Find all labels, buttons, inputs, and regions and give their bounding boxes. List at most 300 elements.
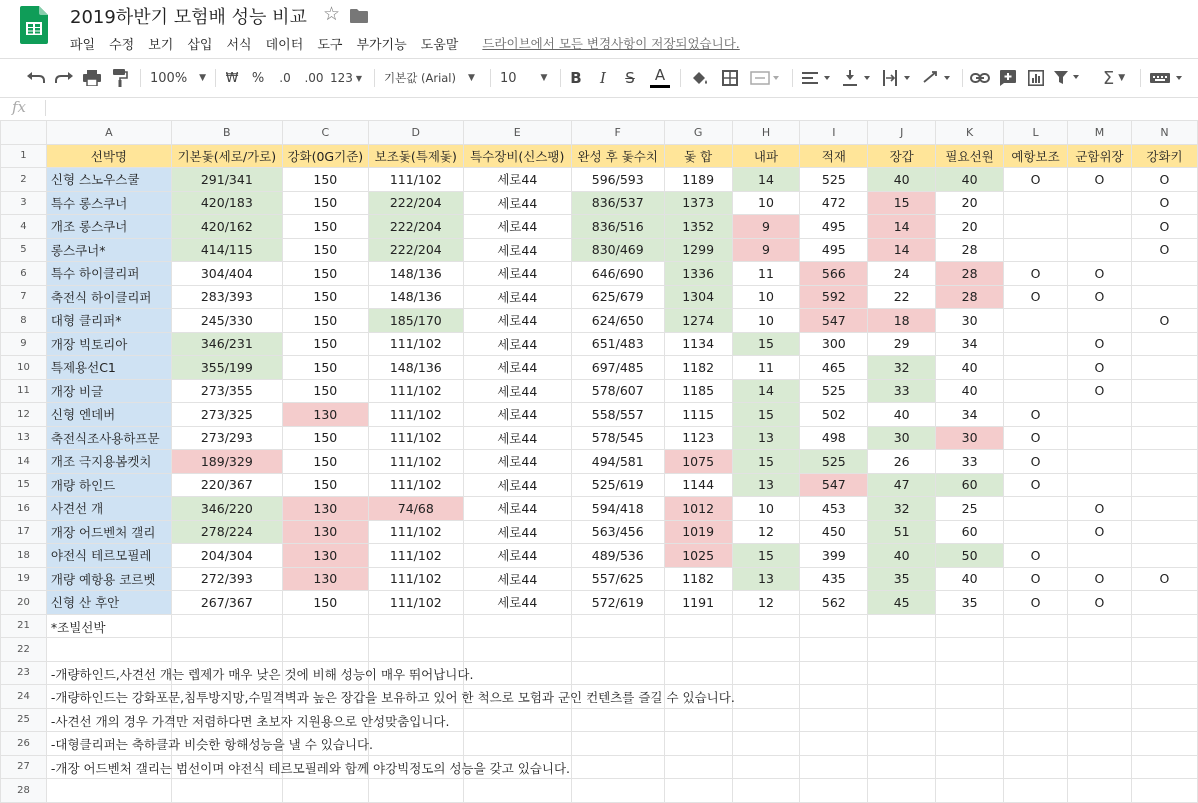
cell-16n[interactable] xyxy=(1131,497,1197,521)
empty-cell[interactable] xyxy=(936,732,1004,756)
empty-cell[interactable] xyxy=(282,614,368,638)
row-header-8[interactable]: 8 xyxy=(1,309,47,333)
row-header-17[interactable]: 17 xyxy=(1,520,47,544)
cell-11g[interactable]: 1185 xyxy=(664,379,732,403)
cell-14m[interactable] xyxy=(1068,450,1132,474)
formula-input[interactable] xyxy=(50,96,1190,120)
row-header-16[interactable]: 16 xyxy=(1,497,47,521)
cell-5e[interactable]: 세로44 xyxy=(463,238,571,262)
cell-8m[interactable] xyxy=(1068,309,1132,333)
row-header-18[interactable]: 18 xyxy=(1,544,47,568)
currency-format-button[interactable]: ₩ xyxy=(225,70,239,86)
cell-17h[interactable]: 12 xyxy=(732,520,800,544)
row-header-7[interactable]: 7 xyxy=(1,285,47,309)
cell-7l[interactable]: O xyxy=(1004,285,1068,309)
cell-20f[interactable]: 572/619 xyxy=(571,591,664,615)
cell-19h[interactable]: 13 xyxy=(732,567,800,591)
cell-18f[interactable]: 489/536 xyxy=(571,544,664,568)
cell-9j[interactable]: 29 xyxy=(868,332,936,356)
empty-cell[interactable] xyxy=(1068,708,1132,732)
row-header-11[interactable]: 11 xyxy=(1,379,47,403)
ship-name-cell[interactable]: 개장 비글 xyxy=(46,379,171,403)
empty-cell[interactable] xyxy=(664,732,732,756)
column-header-j[interactable]: J xyxy=(868,121,936,145)
row-header-6[interactable]: 6 xyxy=(1,262,47,286)
cell-19m[interactable]: O xyxy=(1068,567,1132,591)
cell-20m[interactable]: O xyxy=(1068,591,1132,615)
sheets-logo-icon[interactable] xyxy=(20,6,48,44)
ship-name-cell[interactable]: 개장 어드벤처 갤리 xyxy=(46,520,171,544)
insert-chart-icon[interactable] xyxy=(1024,59,1048,97)
cell-18c[interactable]: 130 xyxy=(282,544,368,568)
cell-18m[interactable] xyxy=(1068,544,1132,568)
cell-12l[interactable]: O xyxy=(1004,403,1068,427)
ship-name-cell[interactable]: 개장 빅토리아 xyxy=(46,332,171,356)
empty-cell[interactable] xyxy=(368,638,463,662)
note-cell-a26[interactable] xyxy=(46,732,374,756)
cell-16g[interactable]: 1012 xyxy=(664,497,732,521)
cell-16c[interactable]: 130 xyxy=(282,497,368,521)
italic-button[interactable]: I xyxy=(600,69,606,87)
cell-9i[interactable]: 300 xyxy=(800,332,868,356)
ship-name-cell[interactable]: 개량 하인드 xyxy=(46,473,171,497)
cell-12j[interactable]: 40 xyxy=(868,403,936,427)
header-cell-g[interactable]: 돛 합 xyxy=(664,144,732,168)
cell-10n[interactable] xyxy=(1131,356,1197,380)
row-header-2[interactable]: 2 xyxy=(1,168,47,192)
cell-2l[interactable]: O xyxy=(1004,168,1068,192)
cell-5f[interactable]: 830/469 xyxy=(571,238,664,262)
empty-cell[interactable] xyxy=(800,685,868,709)
cell-17m[interactable]: O xyxy=(1068,520,1132,544)
header-cell-a[interactable]: 선박명 xyxy=(46,144,171,168)
column-header-i[interactable]: I xyxy=(800,121,868,145)
cell-5n[interactable]: O xyxy=(1131,238,1197,262)
cell-16l[interactable] xyxy=(1004,497,1068,521)
empty-cell[interactable] xyxy=(800,638,868,662)
cell-12b[interactable]: 273/325 xyxy=(171,403,282,427)
cell-15i[interactable]: 547 xyxy=(800,473,868,497)
cell-4h[interactable]: 9 xyxy=(732,215,800,239)
cell-8l[interactable] xyxy=(1004,309,1068,333)
cell-10b[interactable]: 355/199 xyxy=(171,356,282,380)
empty-cell[interactable] xyxy=(1131,779,1197,803)
cell-19i[interactable]: 435 xyxy=(800,567,868,591)
folder-icon[interactable] xyxy=(350,8,368,22)
cell-3g[interactable]: 1373 xyxy=(664,191,732,215)
cell-5k[interactable]: 28 xyxy=(936,238,1004,262)
cell-16i[interactable]: 453 xyxy=(800,497,868,521)
cell-10g[interactable]: 1182 xyxy=(664,356,732,380)
cell-13l[interactable]: O xyxy=(1004,426,1068,450)
ship-name-cell[interactable]: 축전식조사용하프문 xyxy=(46,426,171,450)
cell-4e[interactable]: 세로44 xyxy=(463,215,571,239)
cell-17k[interactable]: 60 xyxy=(936,520,1004,544)
cell-10f[interactable]: 697/485 xyxy=(571,356,664,380)
cell-9n[interactable] xyxy=(1131,332,1197,356)
cell-10d[interactable]: 148/136 xyxy=(368,356,463,380)
empty-cell[interactable] xyxy=(664,614,732,638)
cell-10e[interactable]: 세로44 xyxy=(463,356,571,380)
cell-6g[interactable]: 1336 xyxy=(664,262,732,286)
cell-20e[interactable]: 세로44 xyxy=(463,591,571,615)
ship-name-cell[interactable]: 신형 스노우스쿨 xyxy=(46,168,171,192)
empty-cell[interactable] xyxy=(1068,779,1132,803)
save-status[interactable]: 드라이브에서 모든 변경사항이 저장되었습니다. xyxy=(482,36,740,51)
cell-5i[interactable]: 495 xyxy=(800,238,868,262)
cell-5m[interactable] xyxy=(1068,238,1132,262)
menu-data[interactable]: 데이터 xyxy=(265,37,304,53)
empty-cell[interactable] xyxy=(463,614,571,638)
cell-19k[interactable]: 40 xyxy=(936,567,1004,591)
insert-comment-icon[interactable] xyxy=(996,59,1020,97)
cell-18e[interactable]: 세로44 xyxy=(463,544,571,568)
cell-18b[interactable]: 204/304 xyxy=(171,544,282,568)
cell-8f[interactable]: 624/650 xyxy=(571,309,664,333)
cell-4m[interactable] xyxy=(1068,215,1132,239)
cell-7d[interactable]: 148/136 xyxy=(368,285,463,309)
cell-14i[interactable]: 525 xyxy=(800,450,868,474)
cell-7f[interactable]: 625/679 xyxy=(571,285,664,309)
cell-19j[interactable]: 35 xyxy=(868,567,936,591)
empty-cell[interactable] xyxy=(1068,685,1132,709)
empty-cell[interactable] xyxy=(1068,732,1132,756)
redo-icon[interactable] xyxy=(52,59,76,97)
cell-7i[interactable]: 592 xyxy=(800,285,868,309)
row-header-27[interactable]: 27 xyxy=(1,755,47,779)
empty-cell[interactable] xyxy=(664,779,732,803)
insert-link-icon[interactable] xyxy=(968,59,992,97)
row-header-20[interactable]: 20 xyxy=(1,591,47,615)
cell-12i[interactable]: 502 xyxy=(800,403,868,427)
row-header-12[interactable]: 12 xyxy=(1,403,47,427)
empty-cell[interactable] xyxy=(664,661,732,685)
cell-11c[interactable]: 150 xyxy=(282,379,368,403)
column-header-b[interactable]: B xyxy=(171,121,282,145)
ship-name-cell[interactable]: 신형 엔데버 xyxy=(46,403,171,427)
cell-12h[interactable]: 15 xyxy=(732,403,800,427)
cell-2h[interactable]: 14 xyxy=(732,168,800,192)
cell-3c[interactable]: 150 xyxy=(282,191,368,215)
row-header-24[interactable]: 24 xyxy=(1,685,47,709)
menu-edit[interactable]: 수정 xyxy=(109,37,135,53)
cell-6j[interactable]: 24 xyxy=(868,262,936,286)
empty-cell[interactable] xyxy=(1004,779,1068,803)
cell-11n[interactable] xyxy=(1131,379,1197,403)
empty-cell[interactable] xyxy=(664,708,732,732)
undo-icon[interactable] xyxy=(24,59,48,97)
cell-5g[interactable]: 1299 xyxy=(664,238,732,262)
cell-8c[interactable]: 150 xyxy=(282,309,368,333)
empty-cell[interactable] xyxy=(571,779,664,803)
cell-20d[interactable]: 111/102 xyxy=(368,591,463,615)
cell-7n[interactable] xyxy=(1131,285,1197,309)
empty-cell[interactable] xyxy=(463,638,571,662)
decrease-decimal-button[interactable]: .0 xyxy=(279,71,291,85)
cell-14b[interactable]: 189/329 xyxy=(171,450,282,474)
cell-19l[interactable]: O xyxy=(1004,567,1068,591)
header-cell-c[interactable]: 강화(0G기준) xyxy=(282,144,368,168)
ship-name-cell[interactable]: 개조 롱스쿠너 xyxy=(46,215,171,239)
cell-13h[interactable]: 13 xyxy=(732,426,800,450)
cell-2n[interactable]: O xyxy=(1131,168,1197,192)
cell-8g[interactable]: 1274 xyxy=(664,309,732,333)
header-cell-i[interactable]: 적재 xyxy=(800,144,868,168)
cell-2m[interactable]: O xyxy=(1068,168,1132,192)
cell-8e[interactable]: 세로44 xyxy=(463,309,571,333)
cell-13f[interactable]: 578/545 xyxy=(571,426,664,450)
empty-cell[interactable] xyxy=(936,755,1004,779)
cell-5c[interactable]: 150 xyxy=(282,238,368,262)
cell-19e[interactable]: 세로44 xyxy=(463,567,571,591)
cell-10c[interactable]: 150 xyxy=(282,356,368,380)
cell-17i[interactable]: 450 xyxy=(800,520,868,544)
cell-19b[interactable]: 272/393 xyxy=(171,567,282,591)
cell-14h[interactable]: 15 xyxy=(732,450,800,474)
ship-name-cell[interactable]: 야전식 테르모필레 xyxy=(46,544,171,568)
menu-file[interactable]: 파일 xyxy=(70,37,96,53)
cell-11e[interactable]: 세로44 xyxy=(463,379,571,403)
empty-cell[interactable] xyxy=(800,755,868,779)
cell-10i[interactable]: 465 xyxy=(800,356,868,380)
note-cell-a24[interactable] xyxy=(46,685,735,709)
cell-2e[interactable]: 세로44 xyxy=(463,168,571,192)
ship-name-cell[interactable]: 개조 극지용봄켓치 xyxy=(46,450,171,474)
cell-3m[interactable] xyxy=(1068,191,1132,215)
cell-15b[interactable]: 220/367 xyxy=(171,473,282,497)
empty-cell[interactable] xyxy=(1068,755,1132,779)
row-header-28[interactable]: 28 xyxy=(1,779,47,803)
menu-help[interactable]: 도움말 xyxy=(420,37,459,53)
empty-cell[interactable] xyxy=(868,755,936,779)
print-icon[interactable] xyxy=(80,59,104,97)
empty-cell[interactable] xyxy=(1004,685,1068,709)
cell-17j[interactable]: 51 xyxy=(868,520,936,544)
note-cell-a23[interactable] xyxy=(46,661,474,685)
empty-cell[interactable] xyxy=(571,708,664,732)
cell-3b[interactable]: 420/183 xyxy=(171,191,282,215)
document-title[interactable]: 2019하반기 모험배 성능 비교 xyxy=(70,7,307,28)
cell-18k[interactable]: 50 xyxy=(936,544,1004,568)
cell-3f[interactable]: 836/537 xyxy=(571,191,664,215)
cell-15n[interactable] xyxy=(1131,473,1197,497)
vertical-align-icon[interactable] xyxy=(840,59,876,97)
cell-6b[interactable]: 304/404 xyxy=(171,262,282,286)
cell-4l[interactable] xyxy=(1004,215,1068,239)
empty-cell[interactable] xyxy=(732,732,800,756)
cell-13e[interactable]: 세로44 xyxy=(463,426,571,450)
cell-20n[interactable] xyxy=(1131,591,1197,615)
cell-12f[interactable]: 558/557 xyxy=(571,403,664,427)
cell-16d[interactable]: 74/68 xyxy=(368,497,463,521)
cell-13n[interactable] xyxy=(1131,426,1197,450)
header-cell-m[interactable]: 군함위장 xyxy=(1068,144,1132,168)
cell-9k[interactable]: 34 xyxy=(936,332,1004,356)
cell-4g[interactable]: 1352 xyxy=(664,215,732,239)
row-header-4[interactable]: 4 xyxy=(1,215,47,239)
cell-17e[interactable]: 세로44 xyxy=(463,520,571,544)
cell-14l[interactable]: O xyxy=(1004,450,1068,474)
cell-17l[interactable] xyxy=(1004,520,1068,544)
header-cell-e[interactable]: 특수장비(신스팽) xyxy=(463,144,571,168)
cell-11k[interactable]: 40 xyxy=(936,379,1004,403)
cell-14g[interactable]: 1075 xyxy=(664,450,732,474)
cell-20c[interactable]: 150 xyxy=(282,591,368,615)
cell-12e[interactable]: 세로44 xyxy=(463,403,571,427)
ship-name-cell[interactable]: 특수 하이클리퍼 xyxy=(46,262,171,286)
text-rotation-icon[interactable] xyxy=(920,59,956,97)
cell-20g[interactable]: 1191 xyxy=(664,591,732,615)
horizontal-align-icon[interactable] xyxy=(800,59,836,97)
empty-cell[interactable] xyxy=(463,732,571,756)
strikethrough-button[interactable]: S xyxy=(625,69,635,87)
cell-11l[interactable] xyxy=(1004,379,1068,403)
row-header-5[interactable]: 5 xyxy=(1,238,47,262)
cell-15l[interactable]: O xyxy=(1004,473,1068,497)
cell-11d[interactable]: 111/102 xyxy=(368,379,463,403)
row-header-25[interactable]: 25 xyxy=(1,708,47,732)
star-icon[interactable]: ☆ xyxy=(323,3,341,25)
empty-cell[interactable] xyxy=(868,614,936,638)
cell-13b[interactable]: 273/293 xyxy=(171,426,282,450)
menu-view[interactable]: 보기 xyxy=(148,37,174,53)
cell-2i[interactable]: 525 xyxy=(800,168,868,192)
empty-cell[interactable] xyxy=(1004,638,1068,662)
cell-3d[interactable]: 222/204 xyxy=(368,191,463,215)
cell-5h[interactable]: 9 xyxy=(732,238,800,262)
cell-12d[interactable]: 111/102 xyxy=(368,403,463,427)
cell-9l[interactable] xyxy=(1004,332,1068,356)
note-cell-a28[interactable] xyxy=(46,779,171,803)
cell-12g[interactable]: 1115 xyxy=(664,403,732,427)
cell-9d[interactable]: 111/102 xyxy=(368,332,463,356)
empty-cell[interactable] xyxy=(800,779,868,803)
cell-6f[interactable]: 646/690 xyxy=(571,262,664,286)
empty-cell[interactable] xyxy=(1131,638,1197,662)
empty-cell[interactable] xyxy=(571,661,664,685)
cell-5b[interactable]: 414/115 xyxy=(171,238,282,262)
cell-16h[interactable]: 10 xyxy=(732,497,800,521)
cell-15h[interactable]: 13 xyxy=(732,473,800,497)
cell-6d[interactable]: 148/136 xyxy=(368,262,463,286)
cell-8h[interactable]: 10 xyxy=(732,309,800,333)
paint-format-icon[interactable] xyxy=(108,59,132,97)
cell-14c[interactable]: 150 xyxy=(282,450,368,474)
cell-10m[interactable]: O xyxy=(1068,356,1132,380)
cell-16e[interactable]: 세로44 xyxy=(463,497,571,521)
cell-13m[interactable] xyxy=(1068,426,1132,450)
row-header-26[interactable]: 26 xyxy=(1,732,47,756)
cell-12c[interactable]: 130 xyxy=(282,403,368,427)
empty-cell[interactable] xyxy=(1131,614,1197,638)
empty-cell[interactable] xyxy=(868,685,936,709)
cell-17n[interactable] xyxy=(1131,520,1197,544)
empty-cell[interactable] xyxy=(732,614,800,638)
cell-15m[interactable] xyxy=(1068,473,1132,497)
ship-name-cell[interactable]: 축전식 하이클리퍼 xyxy=(46,285,171,309)
row-header-23[interactable]: 23 xyxy=(1,661,47,685)
cell-8b[interactable]: 245/330 xyxy=(171,309,282,333)
cell-6m[interactable]: O xyxy=(1068,262,1132,286)
cell-10k[interactable]: 40 xyxy=(936,356,1004,380)
empty-cell[interactable] xyxy=(571,614,664,638)
column-header-f[interactable]: F xyxy=(571,121,664,145)
cell-20b[interactable]: 267/367 xyxy=(171,591,282,615)
select-all-corner[interactable] xyxy=(1,121,47,145)
cell-6e[interactable]: 세로44 xyxy=(463,262,571,286)
cell-11i[interactable]: 525 xyxy=(800,379,868,403)
empty-cell[interactable] xyxy=(868,779,936,803)
empty-cell[interactable] xyxy=(1131,755,1197,779)
column-header-c[interactable]: C xyxy=(282,121,368,145)
empty-cell[interactable] xyxy=(1131,708,1197,732)
cell-8j[interactable]: 18 xyxy=(868,309,936,333)
cell-2k[interactable]: 40 xyxy=(936,168,1004,192)
empty-cell[interactable] xyxy=(936,614,1004,638)
cell-16k[interactable]: 25 xyxy=(936,497,1004,521)
cell-6h[interactable]: 11 xyxy=(732,262,800,286)
menu-format[interactable]: 서식 xyxy=(226,37,252,53)
cell-9f[interactable]: 651/483 xyxy=(571,332,664,356)
empty-cell[interactable] xyxy=(732,755,800,779)
empty-cell[interactable] xyxy=(936,708,1004,732)
cell-13c[interactable]: 150 xyxy=(282,426,368,450)
empty-cell[interactable] xyxy=(868,638,936,662)
cell-4c[interactable]: 150 xyxy=(282,215,368,239)
cell-20i[interactable]: 562 xyxy=(800,591,868,615)
cell-18l[interactable]: O xyxy=(1004,544,1068,568)
increase-decimal-button[interactable]: .00 xyxy=(304,71,324,85)
cell-6i[interactable]: 566 xyxy=(800,262,868,286)
empty-cell[interactable] xyxy=(171,614,282,638)
cell-7h[interactable]: 10 xyxy=(732,285,800,309)
empty-cell[interactable] xyxy=(732,779,800,803)
row-header-22[interactable]: 22 xyxy=(1,638,47,662)
cell-2d[interactable]: 111/102 xyxy=(368,168,463,192)
ship-name-cell[interactable]: 사견선 개 xyxy=(46,497,171,521)
empty-cell[interactable] xyxy=(732,638,800,662)
ship-name-cell[interactable]: 특제용선C1 xyxy=(46,356,171,380)
cell-20l[interactable]: O xyxy=(1004,591,1068,615)
empty-cell[interactable] xyxy=(571,755,664,779)
cell-4j[interactable]: 14 xyxy=(868,215,936,239)
row-header-9[interactable]: 9 xyxy=(1,332,47,356)
cell-9c[interactable]: 150 xyxy=(282,332,368,356)
merge-cells-icon[interactable] xyxy=(748,59,782,97)
empty-cell[interactable] xyxy=(664,638,732,662)
cell-20h[interactable]: 12 xyxy=(732,591,800,615)
empty-cell[interactable] xyxy=(368,779,463,803)
cell-13j[interactable]: 30 xyxy=(868,426,936,450)
cell-15k[interactable]: 60 xyxy=(936,473,1004,497)
ship-name-cell[interactable]: 대형 클리퍼* xyxy=(46,309,171,333)
ship-name-cell[interactable]: 신형 산 후안 xyxy=(46,591,171,615)
cell-2f[interactable]: 596/593 xyxy=(571,168,664,192)
header-cell-k[interactable]: 필요선원 xyxy=(936,144,1004,168)
empty-cell[interactable] xyxy=(732,685,800,709)
cell-15c[interactable]: 150 xyxy=(282,473,368,497)
cell-7c[interactable]: 150 xyxy=(282,285,368,309)
cell-16b[interactable]: 346/220 xyxy=(171,497,282,521)
cell-19f[interactable]: 557/625 xyxy=(571,567,664,591)
cell-9g[interactable]: 1134 xyxy=(664,332,732,356)
cell-17f[interactable]: 563/456 xyxy=(571,520,664,544)
cell-4d[interactable]: 222/204 xyxy=(368,215,463,239)
column-header-d[interactable]: D xyxy=(368,121,463,145)
cell-11h[interactable]: 14 xyxy=(732,379,800,403)
cell-8n[interactable]: O xyxy=(1131,309,1197,333)
cell-9b[interactable]: 346/231 xyxy=(171,332,282,356)
